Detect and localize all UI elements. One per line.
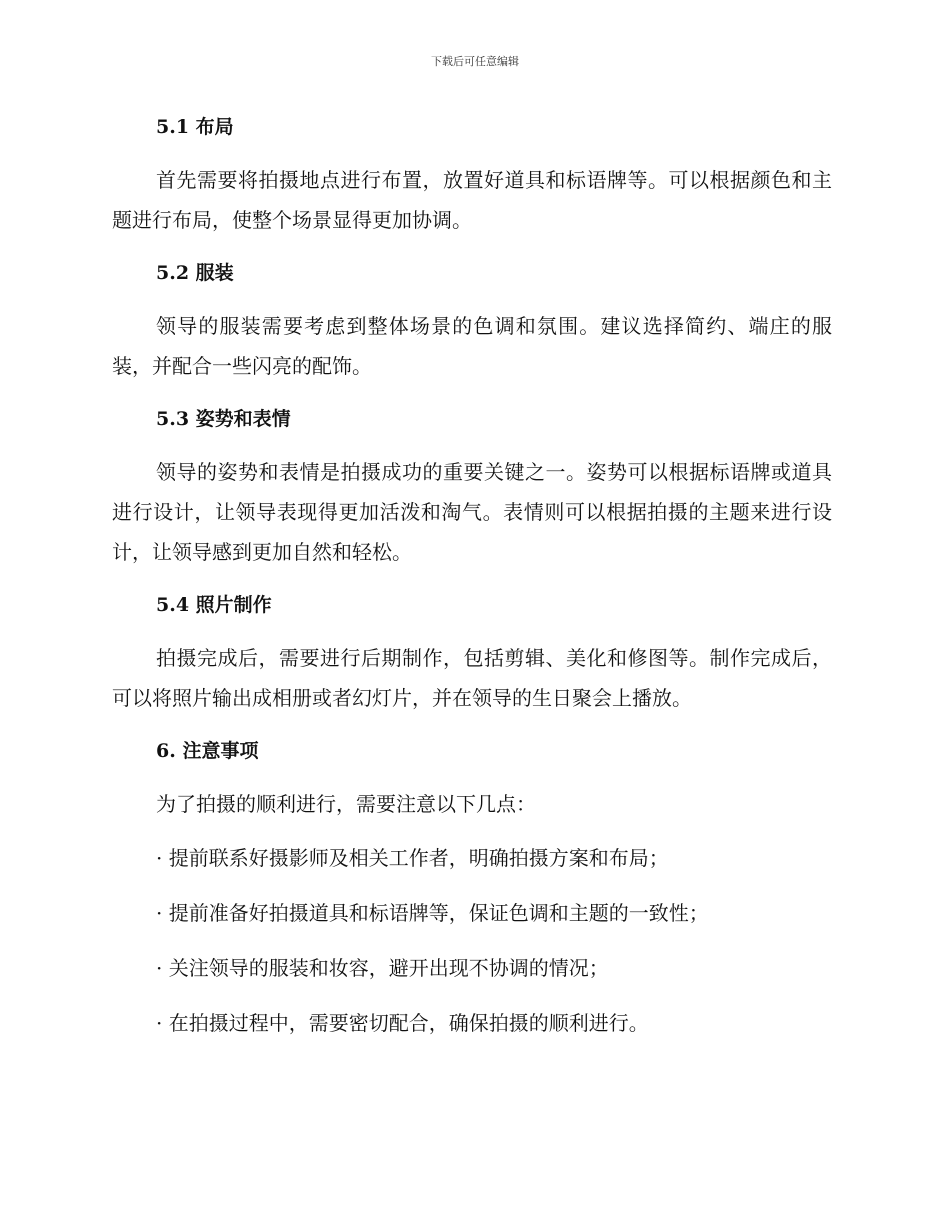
section-paragraph-clothing: 领导的服装需要考虑到整体场景的色调和氛围。建议选择简约、端庄的服装，并配合一些闪亮的配饰。 [112, 314, 832, 378]
notes-list [112, 838, 832, 1043]
document-body [112, 108, 832, 1043]
section-paragraph-pose: 领导的姿势和表情是拍摄成功的重要关键之一。姿势可以根据标语牌或道具进行设计，让领导表现得更加活泼和淘气。表情则可以根据拍摄的主题来进行设计，让领导感到更加自然和轻松。 [112, 460, 832, 564]
section-heading-layout: 5.1 布局 [156, 116, 234, 138]
list-item: · 提前联系好摄影师及相关工作者，明确拍摄方案和布局； [156, 846, 669, 870]
notes-intro: 为了拍摄的顺利进行，需要注意以下几点： [156, 792, 536, 816]
section-paragraph-photo-production: 拍摄完成后，需要进行后期制作，包括剪辑、美化和修图等。制作完成后，可以将照片输出成相册或者幻灯片，并在领导的生日聚会上播放。 [112, 646, 832, 710]
section-heading-clothing: 5.2 服装 [156, 262, 234, 284]
section-paragraph-layout: 首先需要将拍摄地点进行布置，放置好道具和标语牌等。可以根据颜色和主题进行布局，使整个场景显得更加协调。 [112, 168, 832, 232]
list-item: · 提前准备好拍摄道具和标语牌等，保证色调和主题的一致性； [156, 901, 709, 925]
section-heading-pose: 5.3 姿势和表情 [156, 408, 291, 430]
list-item: · 在拍摄过程中，需要密切配合，确保拍摄的顺利进行。 [156, 1011, 649, 1035]
list-item: · 关注领导的服装和妆容，避开出现不协调的情况； [156, 956, 609, 980]
section-heading-photo-production: 5.4 照片制作 [156, 594, 272, 616]
page-header: 下载后可任意编辑 [431, 55, 519, 68]
section-heading-notes: 6. 注意事项 [156, 740, 259, 762]
